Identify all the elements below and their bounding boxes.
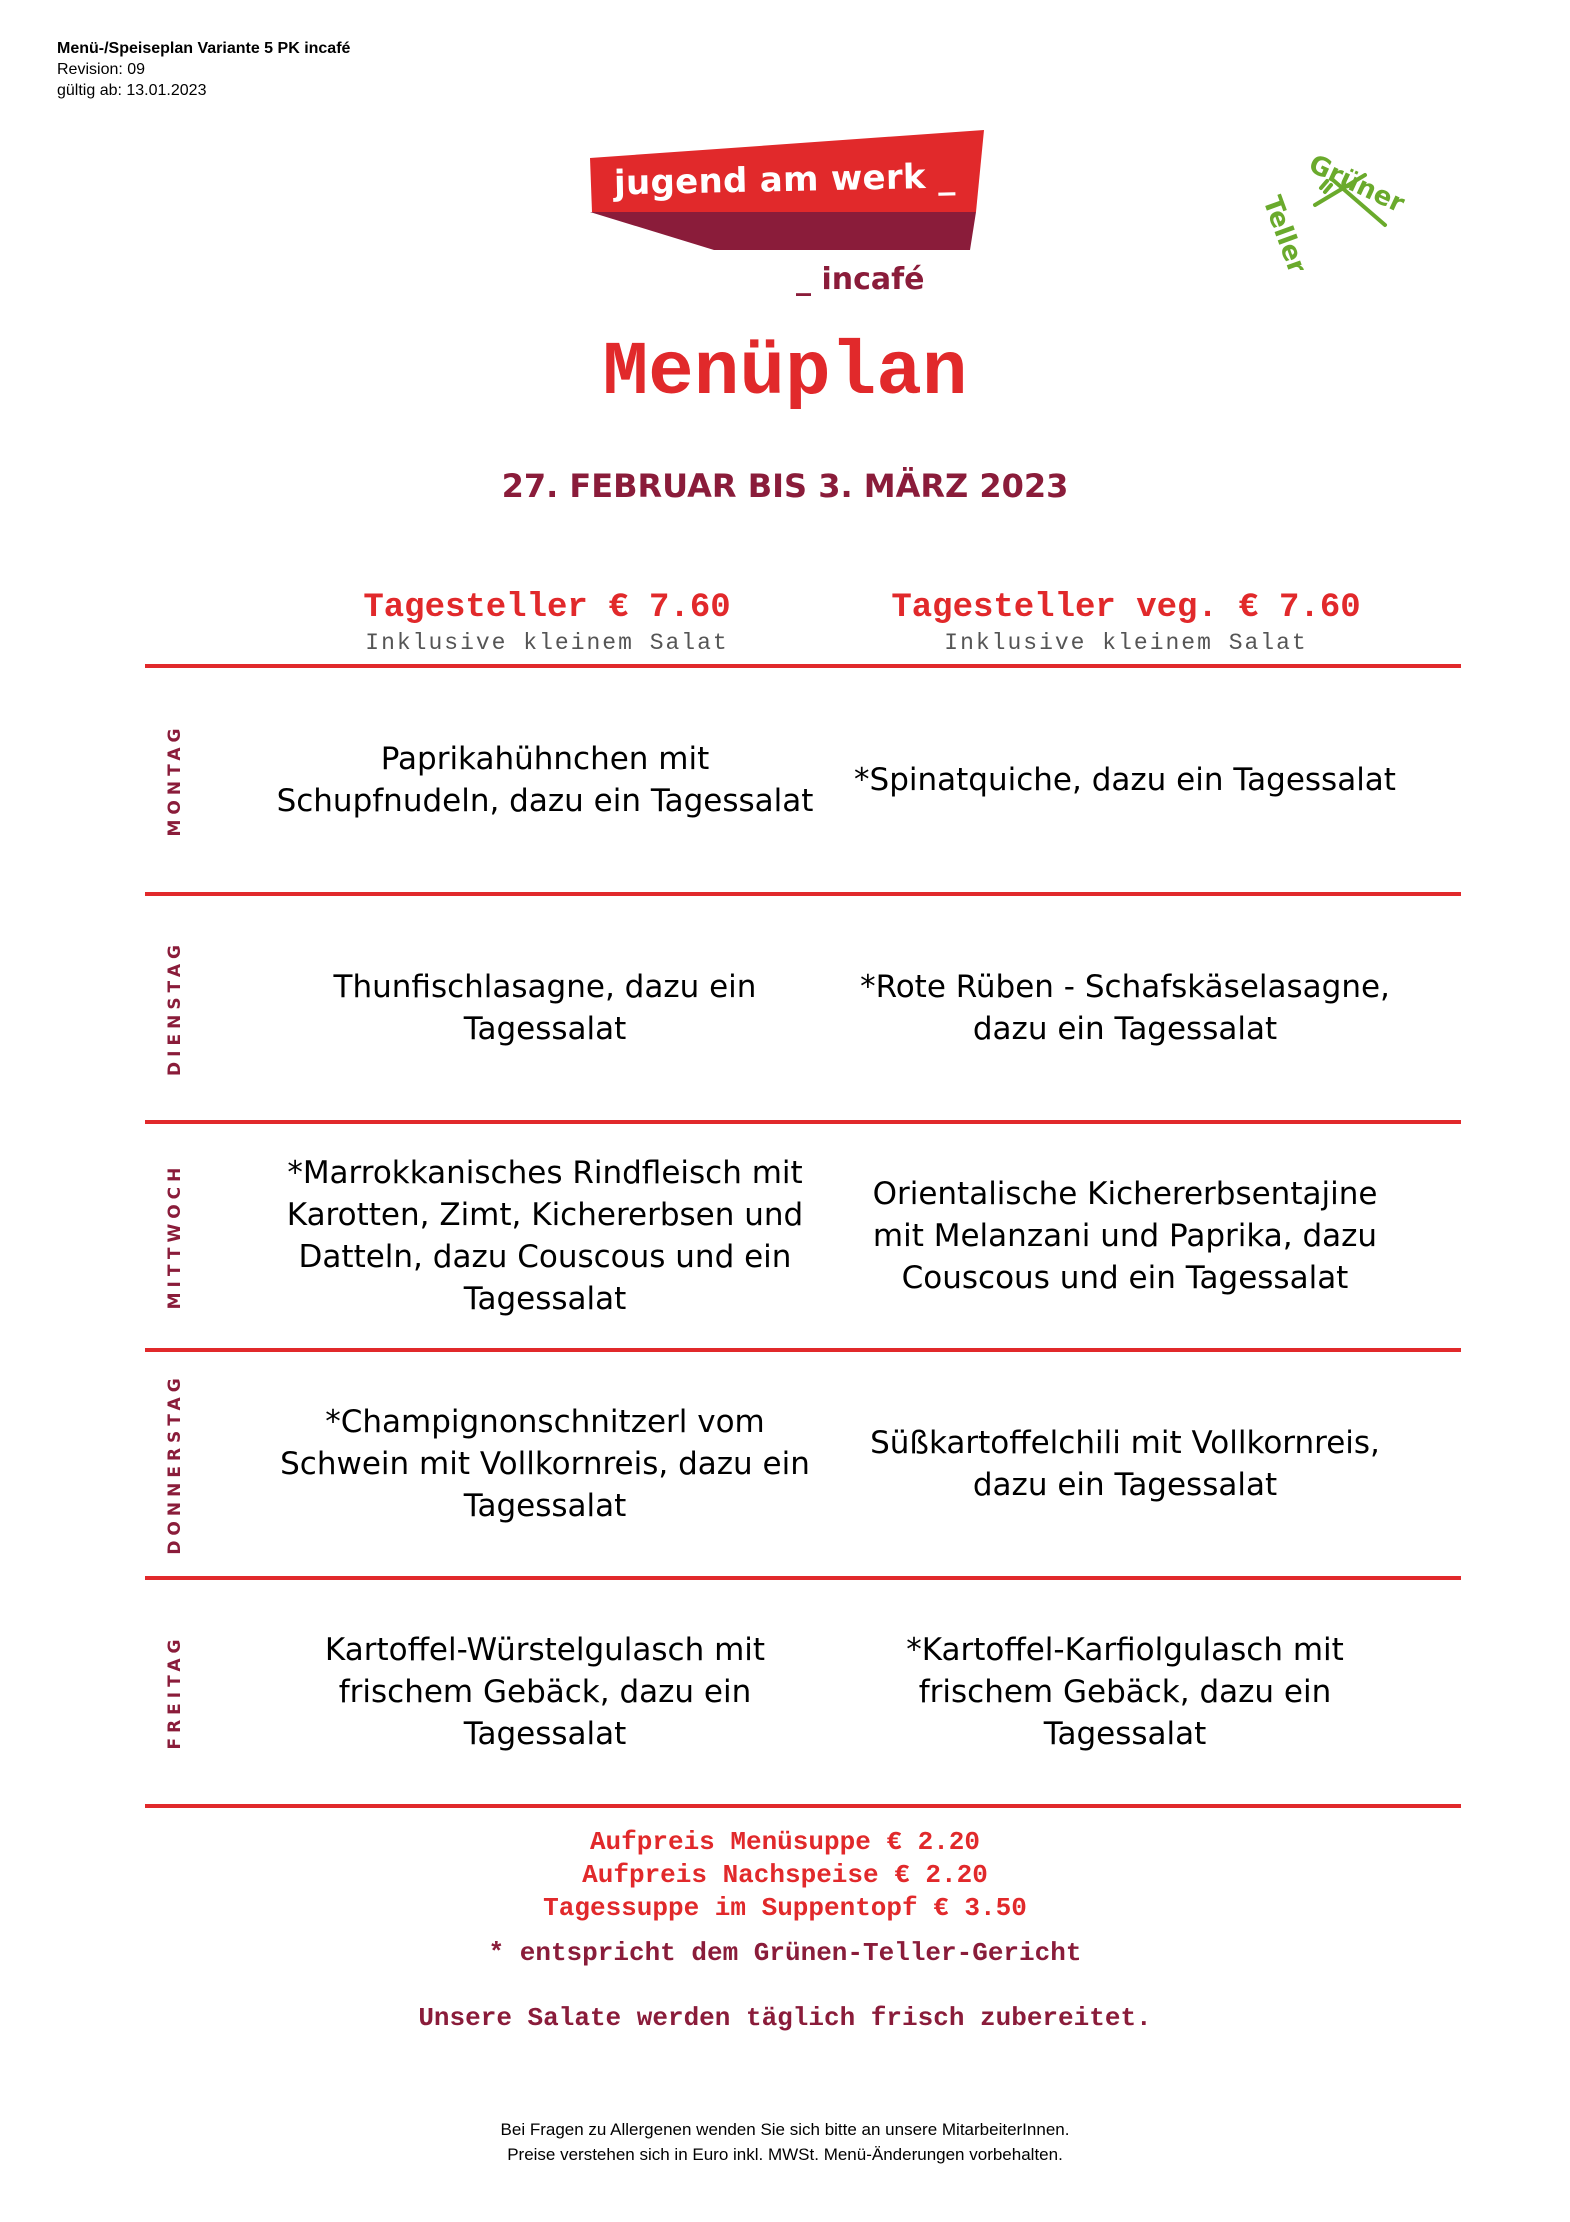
fork-knife-icon [1245, 130, 1415, 270]
jugend-am-werk-logo [584, 130, 994, 300]
valid-from-label: gültig ab: 13.01.2023 [57, 82, 207, 99]
day-row-dienstag [145, 896, 1461, 1120]
extra-price-item: Aufpreis Menüsuppe € 2.20 [589, 1827, 981, 1857]
dish-tagesteller-veg: Orientalische Kichererbsentajine mit Melanzani und Paprika, dazu Couscous und ein Tagessalat [872, 1176, 1378, 1296]
column-header-tagesteller-veg [846, 588, 1406, 658]
badge-line1: Grüner [1304, 149, 1409, 220]
price-note: Preise verstehen sich in Euro inkl. MWSt. Menü-Änderungen vorbehalten. [507, 2145, 1063, 2164]
extra-price-item: Aufpreis Nachspeise € 2.20 [582, 1860, 988, 1890]
document-title: Menü-/Speiseplan Variante 5 PK incafé [57, 40, 351, 57]
badge-line2: Teller [1256, 192, 1313, 270]
dish-tagesteller: *Champignonschnitzerl vom Schwein mit Vollkornreis, dazu ein Tagessalat [280, 1404, 810, 1524]
salad-note: Unsere Salate werden täglich frisch zubereitet. [418, 2003, 1152, 2033]
day-row-mittwoch [145, 1124, 1461, 1348]
dish-tagesteller: *Marrokkanisches Rindfleisch mit Karotten, Zimt, Kichererbsen und Datteln, dazu Couscous und ein Tagessalat [286, 1155, 804, 1317]
column-header-tagesteller [267, 588, 827, 658]
logo-banner-shape [584, 130, 994, 300]
day-label: FREITAG [165, 1634, 185, 1750]
dish-tagesteller: Kartoffel-Würstelgulasch mit frischem Gebäck, dazu ein Tagessalat [324, 1632, 766, 1752]
dish-tagesteller-veg: *Rote Rüben - Schafskäselasagne, dazu ein Tagessalat [860, 969, 1390, 1047]
day-label: DONNERSTAG [165, 1373, 185, 1555]
dish-tagesteller-veg: *Spinatquiche, dazu ein Tagessalat [854, 762, 1396, 798]
allergen-note: Bei Fragen zu Allergenen wenden Sie sich bitte an unsere MitarbeiterInnen. [500, 2120, 1070, 2139]
column-note: Inklusive kleinem Salat [944, 630, 1308, 656]
divider [145, 1804, 1461, 1808]
day-row-freitag [145, 1580, 1461, 1804]
dish-tagesteller: Paprikahühnchen mit Schupfnudeln, dazu ein Tagessalat [276, 741, 814, 819]
revision-label: Revision: 09 [57, 61, 146, 78]
logo-sub-text: _ incafé [796, 262, 925, 297]
document-header [57, 38, 350, 101]
extra-price-item: Tagessuppe im Suppentopf € 3.50 [543, 1893, 1027, 1923]
day-label: DIENSTAG [165, 940, 185, 1076]
day-row-donnerstag [145, 1352, 1461, 1576]
gruener-teller-badge [1245, 130, 1415, 270]
logo-brand-text: jugend am werk _ [613, 156, 956, 204]
column-price: Tagesteller € 7.60 [363, 589, 731, 627]
day-label: MITTWOCH [165, 1162, 185, 1310]
dish-tagesteller-veg: Süßkartoffelchili mit Vollkornreis, dazu ein Tagessalat [870, 1425, 1380, 1503]
green-plate-note: * entspricht dem Grünen-Teller-Gericht [488, 1938, 1082, 1968]
day-row-montag [145, 668, 1461, 892]
day-label: MONTAG [165, 723, 185, 837]
dish-tagesteller: Thunfischlasagne, dazu ein Tagessalat [333, 969, 757, 1047]
dish-tagesteller-veg: *Kartoffel-Karfiolgulasch mit frischem Gebäck, dazu ein Tagessalat [906, 1632, 1344, 1752]
column-price: Tagesteller veg. € 7.60 [891, 589, 1361, 627]
date-range: 27. FEBRUAR BIS 3. MÄRZ 2023 [501, 467, 1069, 505]
page-title: Menüplan [602, 330, 968, 416]
column-note: Inklusive kleinem Salat [365, 630, 729, 656]
bottom-notes [0, 2117, 1570, 2167]
extra-prices [0, 1826, 1570, 1925]
